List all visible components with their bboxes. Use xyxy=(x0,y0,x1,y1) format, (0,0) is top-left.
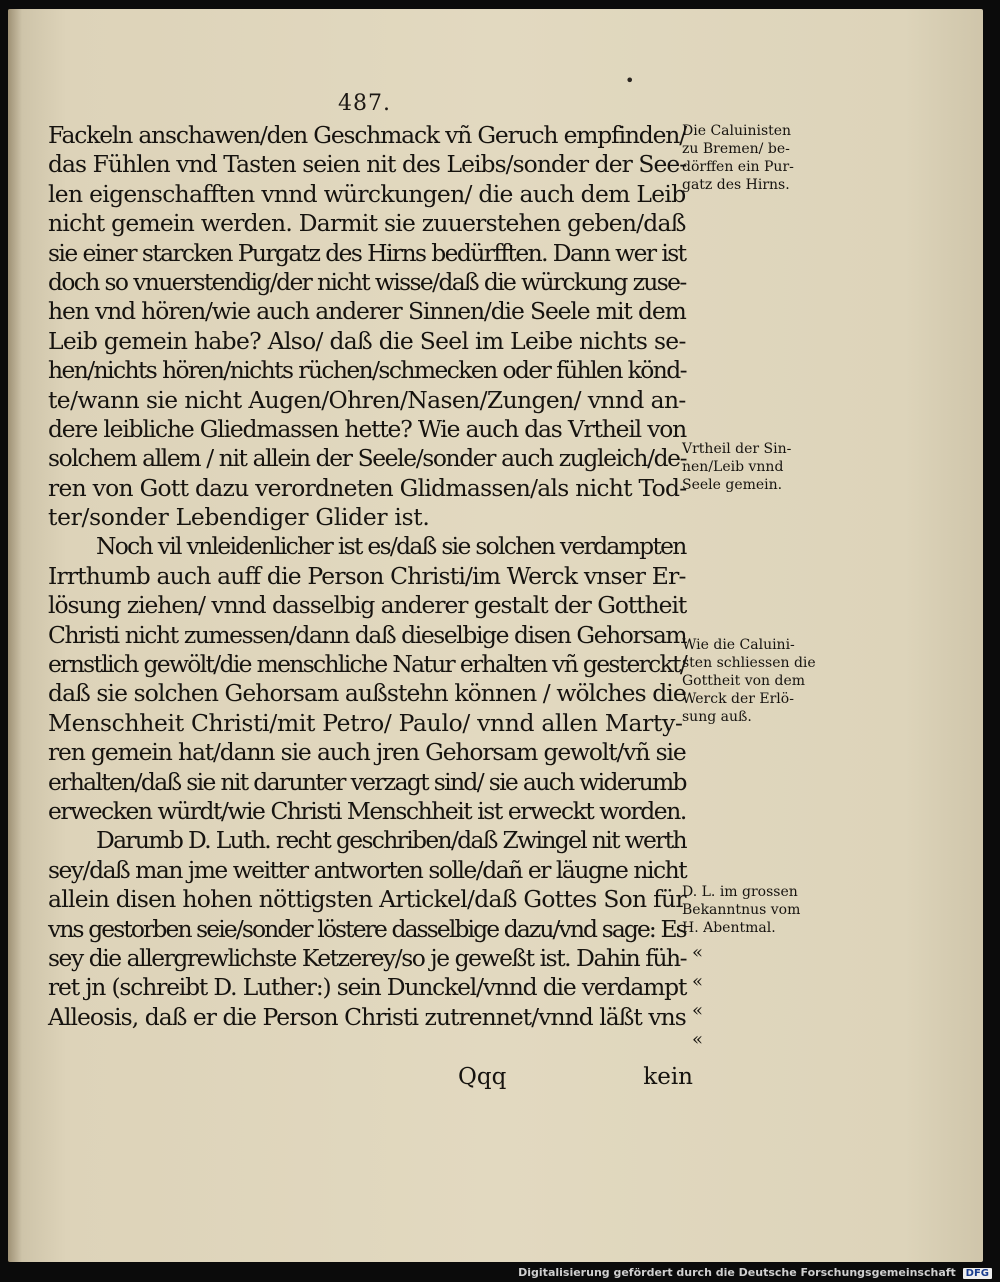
quote-mark: « xyxy=(692,1029,704,1050)
footer-credit xyxy=(518,1266,992,1279)
text-line: ter/sonder Lebendiger Glider ist. xyxy=(48,503,430,532)
margin-note-line: Bekanntnus vom xyxy=(682,902,801,918)
margin-note-line: Seele gemein. xyxy=(682,477,783,493)
text-line: Menschheit Christi/mit Petro/ Paulo/ vnnd allen Marty- xyxy=(48,708,683,737)
page-fold-shadow xyxy=(8,9,22,1262)
text-line: Christi nicht zumessen/dann daß dieselbige disen Gehorsam xyxy=(48,620,687,649)
margin-note-line: Wie die Caluini- xyxy=(682,637,795,653)
text-line: ren von Gott dazu verordneten Glidmassen/als nicht Tod- xyxy=(48,473,687,502)
margin-note-line: Gottheit von dem xyxy=(682,673,806,689)
quote-mark: « xyxy=(692,1000,704,1021)
margin-note xyxy=(682,883,827,937)
text-line: solchem allem / nit allein der Seele/sonder auch zugleich/de- xyxy=(48,444,687,473)
body-text xyxy=(48,121,686,1032)
margin-note-line: Vrtheil der Sin- xyxy=(682,441,792,457)
text-line: hen/nichts hören/nichts rüchen/schmecken oder fühlen könd- xyxy=(48,356,686,385)
margin-note xyxy=(682,122,827,194)
margin-note-line: sung auß. xyxy=(682,709,752,725)
text-line: ren gemein hat/dann sie auch jren Gehorsam gewolt/vñ sie xyxy=(48,738,686,767)
text-line: te/wann sie nicht Augen/Ohren/Nasen/Zungen/ vnnd an- xyxy=(48,385,686,414)
margin-note-line: D. L. im grossen xyxy=(682,884,798,900)
margin-note-line: Die Caluinisten xyxy=(682,123,792,139)
dfg-badge: DFG xyxy=(963,1268,992,1279)
text-line: Darumb D. Luth. recht geschriben/daß Zwingel nit werth xyxy=(96,826,686,855)
book-page xyxy=(8,9,983,1262)
text-line: vns gestorben seie/sonder löstere dasselbige dazu/vnd sage: Es xyxy=(48,914,686,943)
text-line: allein disen hohen nöttigsten Artickel/daß Gottes Son für xyxy=(48,885,686,914)
text-line: dere leibliche Gliedmassen hette? Wie auch das Vrtheil von xyxy=(48,414,687,443)
margin-note-line: sten schliessen die xyxy=(682,655,816,671)
text-line: doch so vnuerstendig/der nicht wisse/daß die würckung zuse- xyxy=(48,267,686,296)
margin-note xyxy=(682,636,827,726)
quote-mark: « xyxy=(692,971,704,992)
catchword: kein xyxy=(643,1064,693,1090)
margin-note-line: H. Abentmal. xyxy=(682,920,776,936)
text-line: Fackeln anschawen/den Geschmack vñ Geruch empfinden/ xyxy=(48,121,686,149)
text-line: nicht gemein werden. Darmit sie zuuerstehen geben/daß xyxy=(48,209,686,238)
corner-mark: • xyxy=(625,71,635,90)
margin-note-line: Werck der Erlö- xyxy=(682,691,794,707)
text-line: ernstlich gewölt/die menschliche Natur erhalten vñ gesterckt/ xyxy=(48,650,687,679)
text-line: hen vnd hören/wie auch anderer Sinnen/die Seele mit dem xyxy=(48,297,686,326)
margin-note-line: dörffen ein Pur- xyxy=(682,159,794,175)
text-line: len eigenschafften vnnd würckungen/ die auch dem Leib xyxy=(48,179,686,208)
margin-note-line: zu Bremen/ be- xyxy=(682,141,790,157)
text-line: Leib gemein habe? Also/ daß die Seel im Leibe nichts se- xyxy=(48,326,686,355)
text-line: sie einer starcken Purgatz des Hirns bedürfften. Dann wer ist xyxy=(48,238,686,267)
page-number: 487. xyxy=(338,91,391,116)
text-line: lösung ziehen/ vnnd dasselbig anderer gestalt der Gottheit xyxy=(48,591,687,620)
text-line: Alleosis, daß er die Person Christi zutrennet/vnnd läßt vns xyxy=(48,1002,686,1031)
text-line: ret jn (schreibt D. Luther:) sein Dunckel/vnnd die verdampt xyxy=(48,973,687,1002)
footer-text: Digitalisierung gefördert durch die Deutsche Forschungsgemeinschaft xyxy=(518,1266,956,1279)
margin-note-line: gatz des Hirns. xyxy=(682,177,790,193)
text-line: erwecken würdt/wie Christi Menschheit ist erweckt worden. xyxy=(48,796,686,825)
margin-note-line: nen/Leib vnnd xyxy=(682,459,784,475)
text-line: Noch vil vnleidenlicher ist es/daß sie solchen verdampten xyxy=(96,532,686,561)
text-line: Irrthumb auch auff die Person Christi/im Werck vnser Er- xyxy=(48,561,686,590)
text-line: das Fühlen vnd Tasten seien nit des Leibs/sonder der See- xyxy=(48,150,687,179)
text-line: sey die allergrewlichste Ketzerey/so je geweßt ist. Dahin füh- xyxy=(48,943,687,972)
text-line: daß sie solchen Gehorsam außstehn können / wölches die xyxy=(48,679,686,708)
signature-mark: Qqq xyxy=(458,1064,507,1090)
quote-mark: « xyxy=(692,942,704,963)
text-line: erhalten/daß sie nit darunter verzagt sind/ sie auch widerumb xyxy=(48,767,686,796)
margin-note xyxy=(682,440,827,494)
text-line: sey/daß man jme weitter antworten solle/dañ er läugne nicht xyxy=(48,855,687,884)
catchword-line xyxy=(458,1064,693,1098)
